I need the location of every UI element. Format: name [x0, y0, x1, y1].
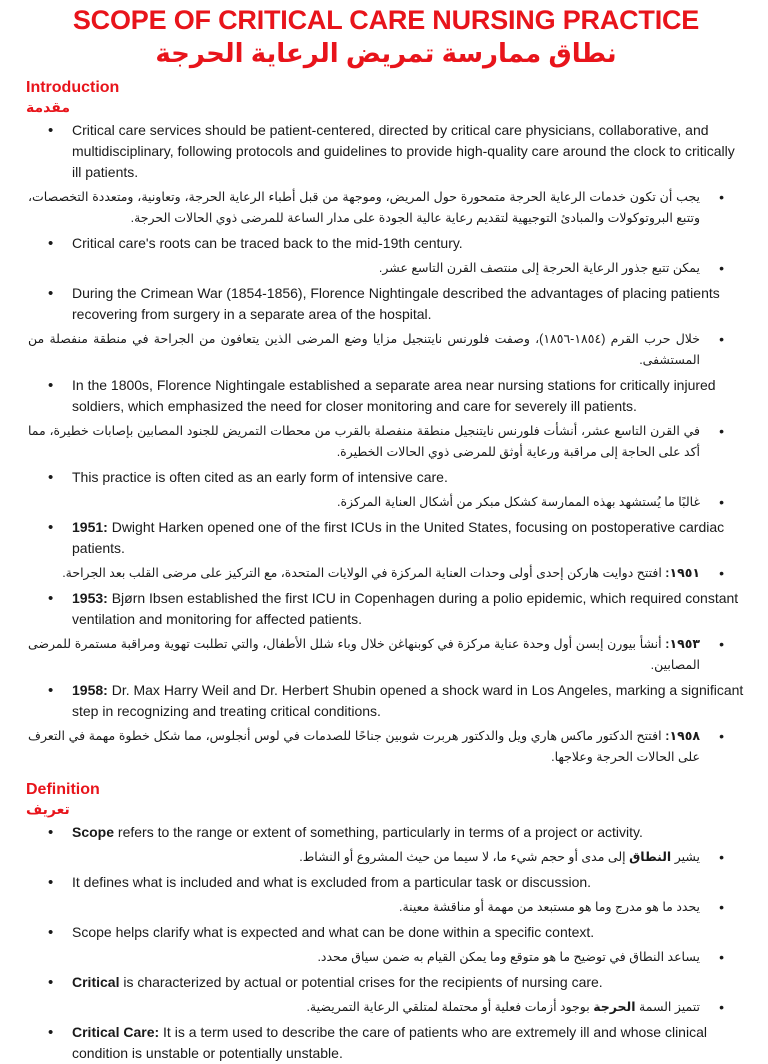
list-item-arabic — [26, 187, 746, 229]
item-text: Dwight Harken opened one of the first ICUs in the United States, focusing on postoperative cardiac patients. — [72, 519, 725, 556]
item-text: In the 1800s, Florence Nightingale established a separate area near nursing stations for critically injured soldiers, which emphasized the need for closer monitoring and care for severely ill patients. — [72, 377, 716, 414]
list-item-arabic — [26, 997, 746, 1018]
list-item — [26, 680, 746, 722]
list-item — [26, 588, 746, 630]
item-bold-term: ١٩٥٣: — [665, 637, 700, 651]
list-item — [26, 375, 746, 417]
list-item-arabic — [26, 947, 746, 968]
item-text: Dr. Max Harry Weil and Dr. Herbert Shubin opened a shock ward in Los Angeles, marking a significant step in recognizing and treating critical conditions. — [72, 682, 744, 719]
introduction-list — [26, 120, 746, 768]
item-text: أنشأ بيورن إبسن أول وحدة عناية مركزة في كوبنهاغن خلال وباء شلل الأطفال، والتي تطلبت تهوية ومراقبة مستمرة للمرضى المصابين. — [28, 637, 700, 672]
item-text: خلال حرب القرم (١٨٥٤-١٨٥٦)، وصفت فلورنس نايتنجيل مزايا وضع المرضى الذين يتعافون من الجراحة في منطقة منفصلة من المستشفى. — [28, 332, 700, 367]
item-text: Bjørn Ibsen established the first ICU in Copenhagen during a polio epidemic, which required constant ventilation and monitoring for affected patients. — [72, 590, 739, 627]
item-text: This practice is often cited as an early form of intensive care. — [72, 469, 448, 485]
introduction-heading: Introduction — [26, 79, 120, 96]
introduction-heading-arabic: مقدمة — [26, 99, 70, 115]
item-text: Critical care services should be patient-centered, directed by critical care physicians, collaborative, and multidisciplinary, following protocols and guidelines to provide high-quality care around the clock to critically ill patients. — [72, 122, 735, 180]
item-bold-term: 1958: — [72, 682, 108, 698]
definition-heading-arabic: تعريف — [26, 801, 70, 817]
item-text: is characterized by actual or potential crises for the recipients of nursing care. — [119, 974, 603, 990]
item-text: It defines what is included and what is excluded from a particular task or discussion. — [72, 874, 592, 890]
item-bold-term: ١٩٥١: — [665, 566, 700, 580]
item-text: During the Crimean War (1854-1856), Florence Nightingale described the advantages of placing patients recovering from surgery in a separate area of the hospital. — [72, 285, 720, 322]
list-item-arabic — [26, 634, 746, 676]
page-title-arabic: نطاق ممارسة تمريض الرعاية الحرجة — [155, 38, 617, 68]
item-text: غالبًا ما يُستشهد بهذه الممارسة كشكل مبكر من أشكال العناية المركزة. — [337, 495, 700, 509]
list-item — [26, 233, 746, 254]
item-bold-term: الحرجة — [593, 1000, 636, 1014]
list-item-arabic — [26, 847, 746, 868]
list-item-arabic — [26, 563, 746, 584]
item-bold-term: ١٩٥٨: — [665, 729, 700, 743]
definition-heading: Definition — [26, 781, 100, 798]
item-bold-term: Critical Care: — [72, 1024, 160, 1040]
item-bold-term: Critical — [72, 974, 120, 990]
list-item — [26, 872, 746, 893]
list-item — [26, 283, 746, 325]
list-item — [26, 822, 746, 843]
page-title: SCOPE OF CRITICAL CARE NURSING PRACTICE — [72, 5, 700, 35]
list-item-arabic — [26, 726, 746, 768]
item-bold-term: النطاق — [629, 850, 672, 864]
item-text: يساعد النطاق في توضيح ما هو متوقع وما يمكن القيام به ضمن سياق محدد. — [317, 950, 700, 964]
item-text-lead: تتميز السمة — [635, 1000, 700, 1014]
item-text: يحدد ما هو مدرج وما هو مستبعد من مهمة أو مناقشة معينة. — [398, 900, 700, 914]
item-text: بوجود أزمات فعلية أو محتملة لمتلقي الرعاية التمريضية. — [306, 1000, 594, 1014]
list-item — [26, 1022, 746, 1064]
list-item — [26, 120, 746, 183]
list-item-arabic — [26, 421, 746, 463]
item-text: في القرن التاسع عشر، أنشأت فلورنس نايتنجيل منطقة منفصلة بالقرب من محطات التمريض للجنود المصابين بإصابات خطيرة، مما أكد على الحاجة إلى مراقبة ورعاية أوثق للمرضى ذوي الحالات الخطيرة. — [28, 424, 700, 459]
list-item-arabic — [26, 897, 746, 918]
list-item — [26, 972, 746, 993]
list-item — [26, 517, 746, 559]
list-item — [26, 922, 746, 943]
item-text: Critical care's roots can be traced back to the mid-19th century. — [72, 235, 463, 251]
list-item-arabic — [26, 329, 746, 371]
item-text: It is a term used to describe the care of patients who are extremely ill and whose clinical condition is unstable or potentially unstable. — [72, 1024, 707, 1061]
list-item-arabic — [26, 258, 746, 279]
item-text: يمكن تتبع جذور الرعاية الحرجة إلى منتصف القرن التاسع عشر. — [378, 261, 700, 275]
definition-list — [26, 822, 746, 1064]
item-text: Scope helps clarify what is expected and what can be done within a specific context. — [72, 924, 595, 940]
item-text: افتتح الدكتور ماكس هاري ويل والدكتور هربرت شوبين جناحًا للصدمات في لوس أنجلوس، مما شكل خطوة مهمة في التعرف على الحالات الحرجة وعلاجها. — [28, 729, 700, 764]
item-text: refers to the range or extent of something, particularly in terms of a project or activity. — [114, 824, 643, 840]
item-bold-term: 1953: — [72, 590, 108, 606]
item-text: افتتح دوايت هاركن إحدى أولى وحدات العناية المركزة في الولايات المتحدة، مع التركيز على مرضى القلب بعد الجراحة. — [62, 566, 666, 580]
item-bold-term: Scope — [72, 824, 115, 840]
item-text: إلى مدى أو حجم شيء ما، لا سيما من حيث المشروع أو النشاط. — [299, 850, 630, 864]
list-item — [26, 467, 746, 488]
list-item-arabic — [26, 492, 746, 513]
item-text-lead: يشير — [671, 850, 700, 864]
item-bold-term: 1951: — [72, 519, 108, 535]
item-text: يجب أن تكون خدمات الرعاية الحرجة متمحورة حول المريض، وموجهة من قبل أطباء الرعاية الحرجة، وتعاونية، ومتعددة التخصصات، وتتبع البروتوكولات والمبادئ التوجيهية لتقديم رعاية عالية الجودة على مدار الساعة للمرضى ذوي الحالات الحرجة. — [28, 190, 700, 225]
